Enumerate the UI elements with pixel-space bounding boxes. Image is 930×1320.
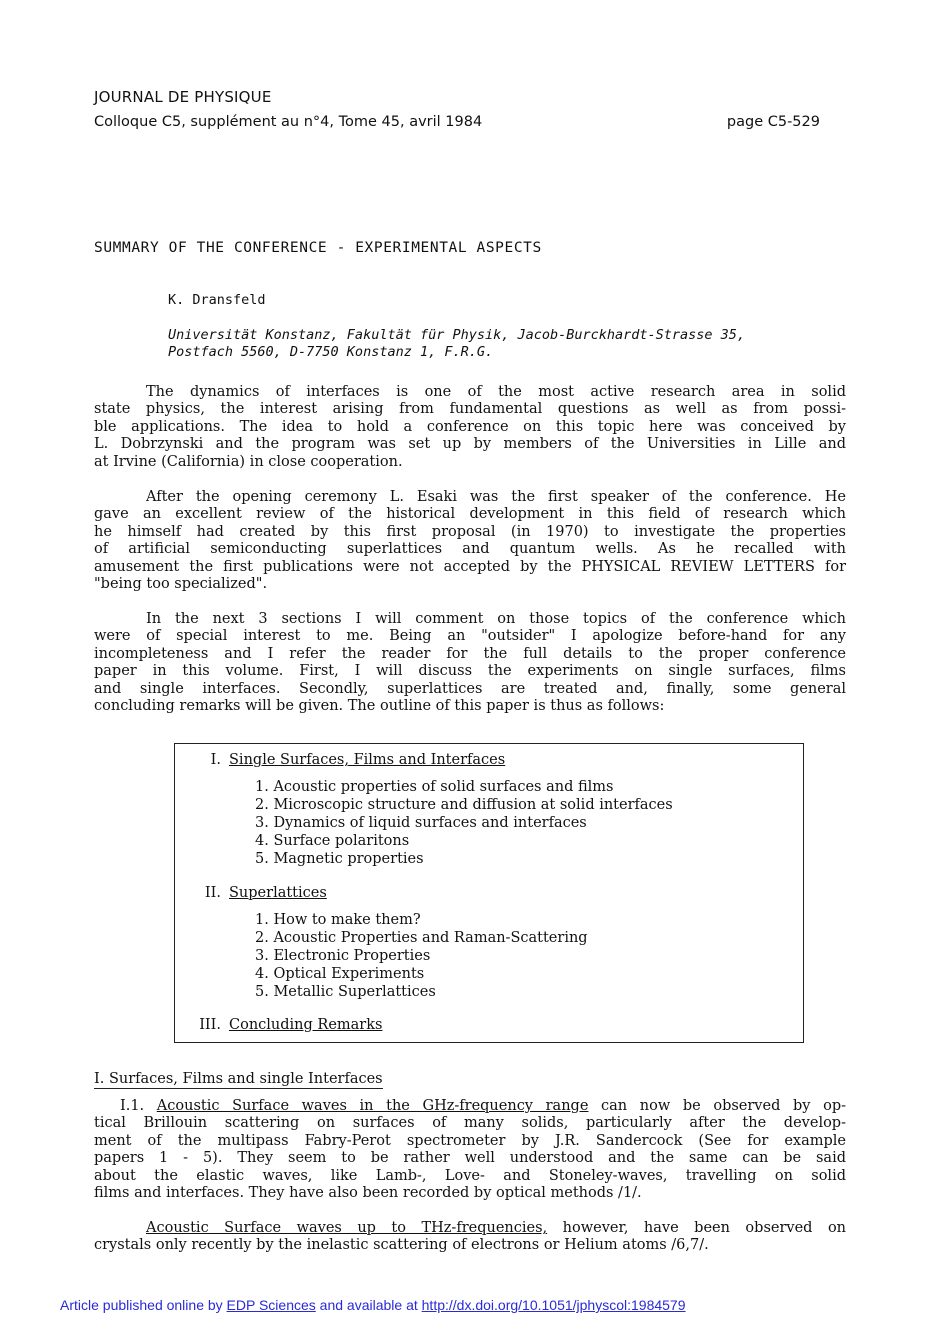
paragraph-esaki [94, 489, 846, 593]
affiliation-line-2: Postfach 5560, D-7750 Konstanz 1, F.R.G. [168, 344, 494, 360]
section-label: Superlattices [229, 885, 327, 901]
paragraph-intro [94, 384, 846, 471]
publication-footer [60, 1297, 686, 1313]
paragraph-section-1-1 [94, 1098, 846, 1202]
text-line: gave an excellent review of the historical development in this field of research which [94, 506, 846, 523]
text-line: papers 1 - 5). They seem to be rather well understood and the same can be said [94, 1150, 846, 1167]
outline-section-1 [185, 752, 505, 768]
section-number: II. [204, 885, 221, 901]
text-line: and single interfaces. Secondly, superlattices are treated and, finally, some general [94, 680, 846, 697]
section-number: I. [210, 752, 221, 768]
text-line: tical Brillouin scattering on surfaces of many solids, particularly after the develop- [94, 1115, 846, 1132]
journal-name: JOURNAL DE PHYSIQUE [94, 88, 272, 106]
text-fragment: however, have been observed on [562, 1220, 847, 1236]
text-line: state physics, the interest arising from fundamental questions as well as from possi- [94, 401, 846, 418]
paragraph-thz [94, 1220, 846, 1255]
text-line: of artificial semiconducting superlattices and quantum wells. As he recalled with [94, 541, 846, 558]
publisher-link[interactable]: EDP Sciences [226, 1297, 316, 1313]
outline-item: 3. Dynamics of liquid surfaces and interfaces [255, 815, 587, 831]
text-line: "being too specialized". [94, 576, 268, 593]
footer-middle: and available at [315, 1297, 422, 1313]
text-line: The dynamics of interfaces is one of the most active research area in solid [146, 384, 846, 400]
page-number: page C5-529 [726, 114, 820, 130]
section-label: Concluding Remarks [229, 1017, 383, 1033]
text-line: L. Dobrzynski and the program was set up by members of the Universities in Lille and [94, 436, 846, 453]
text-line: crystals only recently by the inelastic scattering of electrons or Helium atoms /6,7/. [94, 1237, 709, 1254]
section-heading: I. Surfaces, Films and single Interfaces [94, 1071, 383, 1087]
text-line [94, 1220, 846, 1237]
section-number: III. [199, 1017, 221, 1033]
outline-item: 5. Metallic Superlattices [255, 984, 436, 1000]
section-label: Single Surfaces, Films and Interfaces [229, 752, 506, 768]
text-line: incompleteness and I refer the reader for the full details to the proper conference [94, 645, 846, 662]
underlined-phrase: Acoustic Surface waves up to THz-frequencies, [146, 1220, 548, 1236]
text-line: After the opening ceremony L. Esaki was the first speaker of the conference. He [146, 489, 846, 505]
text-line: about the elastic waves, like Lamb-, Love- and Stoneley-waves, travelling on solid [94, 1167, 846, 1184]
outline-item: 5. Magnetic properties [255, 851, 424, 867]
outline-item: 2. Microscopic structure and diffusion at solid interfaces [255, 797, 673, 813]
outline-item: 1. Acoustic properties of solid surfaces and films [255, 779, 614, 795]
author-name: K. Dransfeld [168, 292, 266, 308]
paragraph-outline-intro [94, 611, 846, 715]
underlined-phrase: Acoustic Surface waves in the GHz-frequency range [156, 1098, 589, 1114]
outline-section-3 [185, 1017, 382, 1033]
outline-item: 3. Electronic Properties [255, 948, 431, 964]
text-line: ble applications. The idea to hold a conference on this topic here was conceived by [94, 418, 846, 435]
text-line: In the next 3 sections I will comment on those topics of the conference which [146, 611, 846, 627]
doi-link[interactable]: http://dx.doi.org/10.1051/jphyscol:1984579 [421, 1297, 686, 1313]
outline-item: 4. Optical Experiments [255, 966, 425, 982]
outline-item: 4. Surface polaritons [255, 833, 410, 849]
outline-box [174, 743, 804, 1043]
text-line: were of special interest to me. Being an "outsider" I apologize before-hand for any [94, 628, 846, 645]
text-line: films and interfaces. They have also been recorded by optical methods /1/. [94, 1185, 642, 1202]
text-line [94, 1098, 846, 1115]
text-line: amusement the first publications were not accepted by the PHYSICAL REVIEW LETTERS for [94, 558, 846, 575]
text-line: ment of the multipass Fabry-Perot spectrometer by J.R. Sandercock (See for example [94, 1132, 846, 1149]
affiliation-line-1: Universität Konstanz, Fakultät für Physik, Jacob-Burckhardt-Strasse 35, [168, 327, 746, 343]
text-line: at Irvine (California) in close cooperation. [94, 453, 403, 470]
colloque-info: Colloque C5, supplément au n°4, Tome 45, avril 1984 [94, 114, 483, 130]
paper-title: SUMMARY OF THE CONFERENCE - EXPERIMENTAL ASPECTS [94, 240, 542, 256]
text-line: he himself had created by this first proposal (in 1970) to investigate the properties [94, 523, 846, 540]
text-line: paper in this volume. First, I will discuss the experiments on single surfaces, films [94, 663, 846, 680]
text-fragment: can now be observed by op- [601, 1098, 846, 1114]
outline-section-2 [185, 885, 327, 901]
outline-item: 2. Acoustic Properties and Raman-Scattering [255, 930, 588, 946]
subsection-number: I.1. [120, 1098, 145, 1114]
text-line: concluding remarks will be given. The outline of this paper is thus as follows: [94, 698, 665, 715]
footer-prefix: Article published online by [60, 1297, 227, 1313]
outline-item: 1. How to make them? [255, 912, 421, 928]
